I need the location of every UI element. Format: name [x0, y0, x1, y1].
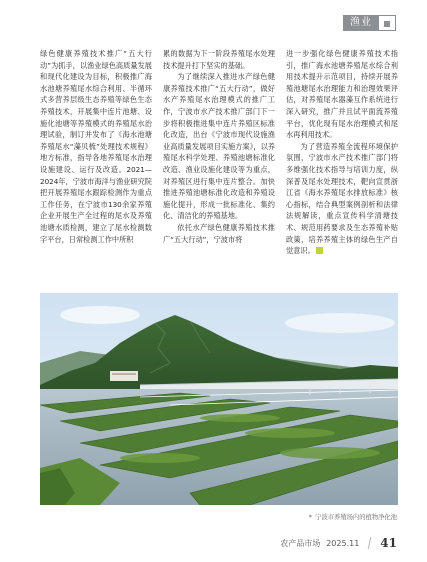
paragraph: 进一步强化绿色健康养殖技术指引，推广海水池塘养殖尾水综合利用技术提升示范项目，持续开展养殖池塘尾水治理能力和治理效果评估，对养殖尾水器藻互作系统进行深入研究，推广并且试平面流养殖平台，优化现有尾水治理模式和尾水再利用技术。 [286, 49, 398, 140]
photo-caption [308, 512, 397, 521]
caption-text: 宁波市养殖场内的植物净化池 [315, 514, 397, 521]
footer-divider [368, 537, 372, 549]
paragraph: 依托水产绿色健康养殖技术推广“五大行动”，宁波市将 [163, 222, 275, 244]
article-end-mark [316, 247, 323, 254]
caption-arrow-icon: » [308, 513, 313, 520]
magazine-name: 农产品市场 [280, 538, 321, 548]
aquaculture-pond-photo [40, 293, 398, 505]
paragraph: 为了营造养殖全流程环境保护氛围，宁波市水产技术推广部门将多维强化技术指导与培训力度，纵深普及尾水处理技术，靶向宣贯浙江省《海水养殖尾水排放标准》核心指标，结合典型案例剖析和法律法规解读，重点宣传科学清塘技术、规范用药要求及生态养殖补贴政策，培养养殖主体的绿色生产自觉意识。 [286, 141, 398, 256]
text-column-2 [163, 48, 275, 245]
page-number: 41 [380, 536, 397, 550]
issue-number: 2025.11 [326, 538, 360, 548]
paragraph: 绿色健康养殖技术推广“五大行动”为抓手，以渔业绿色高质量发展和现代化建设为目标，积极推广海水池塘养殖尾水综合利用、半循环式多营养层级生态养殖等绿色生态养殖技术，开展集中连片池塘、设施化池塘等养殖模式的养殖尾水治理试验，制订并发布了《海水池塘养殖尾水“藻贝梳”处理技术规程》地方标准，指导各地养殖尾水治理设施建设、运行及改造。2021—2024年，宁波市海洋与渔业研究院把开展养殖尾水跟踪检测作为重点工作任务，在宁波市130余家养殖企业开展生产全过程的尾水及养殖池塘水质检测，建立了尾水检测数字平台，日常检测工作中所积 [40, 49, 152, 244]
section-square-icon [379, 15, 396, 31]
paragraph: 累的数据为下一阶段养殖尾水处理技术提升打下坚实的基础。 [163, 49, 275, 70]
section-label: 渔业 [343, 15, 379, 31]
page-footer [280, 536, 397, 550]
section-tag [343, 15, 396, 31]
text-column-3 [286, 48, 398, 257]
text-column-1 [40, 48, 152, 245]
paragraph: 为了继续深入推进水产绿色健康养殖技术推广“五大行动”，做好水产养殖尾水治理模式的推广工作，宁波市水产技术推广部门下一步将积极推进集中连片养殖区标准化改造，出台《宁波市现代设施渔业高质量发展项目实施方案》，以养殖尾水科学处理、养殖池塘标准化改造、渔业设施化建设等为重点，对养殖区进行集中连片整合。加快推进养殖池塘标准化改造和养殖设施化提升，形成一批标准化、集约化、清洁化的养殖基地。 [163, 72, 275, 221]
